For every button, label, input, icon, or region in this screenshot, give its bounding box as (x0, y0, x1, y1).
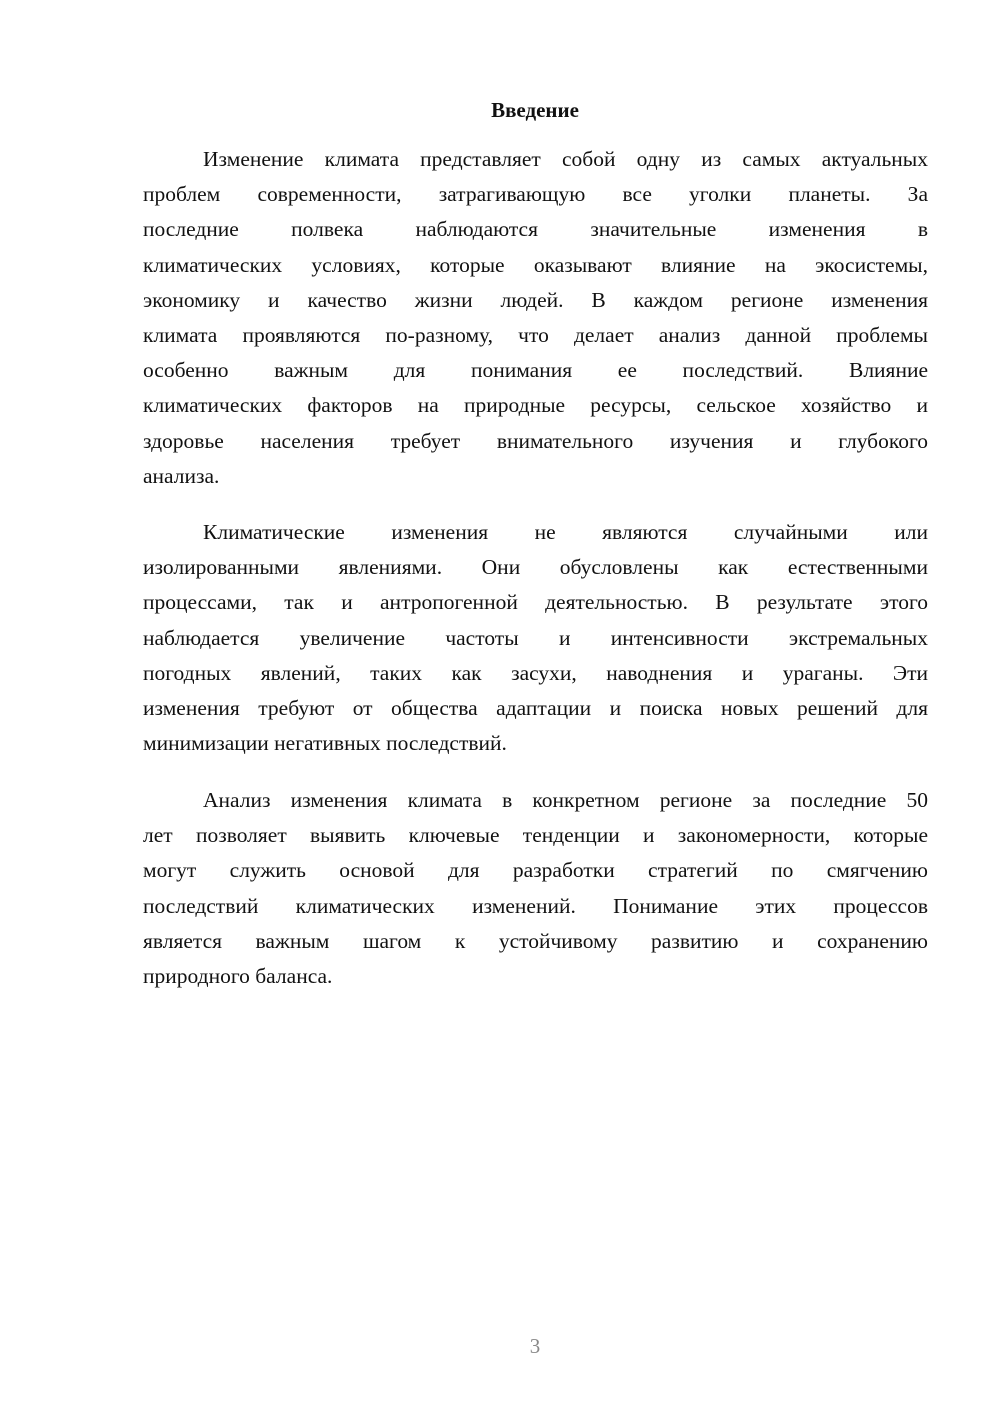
text-line: погодных явлений, таких как засухи, наводнения и ураганы. Эти (143, 660, 928, 685)
text-line: природного баланса. (143, 963, 333, 988)
page-number: 3 (529, 1334, 541, 1358)
text-line: является важным шагом к устойчивому развитию и сохранению (143, 928, 928, 953)
text-line: изменения требуют от общества адаптации и поиска новых решений для (143, 695, 928, 720)
text-line: изолированными явлениями. Они обусловлены как естественными (143, 555, 928, 580)
paragraph-1 (143, 142, 928, 494)
text-line: Анализ изменения климата в конкретном регионе за последние 50 (203, 788, 928, 812)
text-line: Изменение климата представляет собой одну из самых актуальных (203, 147, 928, 171)
text-line: процессами, так и антропогенной деятельностью. В результате этого (143, 590, 928, 615)
text-line: могут служить основой для разработки стратегий по смягчению (143, 858, 928, 883)
text-line: климатических факторов на природные ресурсы, сельское хозяйство и (143, 393, 928, 418)
section-title: Введение (491, 98, 579, 122)
text-line: анализа. (143, 463, 220, 488)
text-line: минимизации негативных последствий. (143, 731, 507, 756)
text-line: проблем современности, затрагивающую все уголки планеты. За (143, 182, 928, 207)
text-line: лет позволяет выявить ключевые тенденции и закономерности, которые (143, 823, 928, 848)
text-line: последствий климатических изменений. Понимание этих процессов (143, 893, 928, 918)
text-line: климата проявляются по-разному, что делает анализ данной проблемы (143, 322, 928, 347)
paragraph-2 (143, 515, 928, 761)
text-line: экономику и качество жизни людей. В каждом регионе изменения (143, 287, 928, 312)
text-line: особенно важным для понимания ее последствий. Влияние (143, 358, 928, 383)
text-line: здоровье населения требует внимательного изучения и глубокого (143, 428, 928, 453)
text-line: наблюдается увеличение частоты и интенсивности экстремальных (143, 625, 928, 650)
text-line: последние полвека наблюдаются значительные изменения в (143, 217, 928, 242)
text-line: климатических условиях, которые оказывают влияние на экосистемы, (143, 252, 928, 277)
text-line: Климатические изменения не являются случайными или (203, 520, 928, 544)
paragraph-3 (143, 783, 928, 994)
